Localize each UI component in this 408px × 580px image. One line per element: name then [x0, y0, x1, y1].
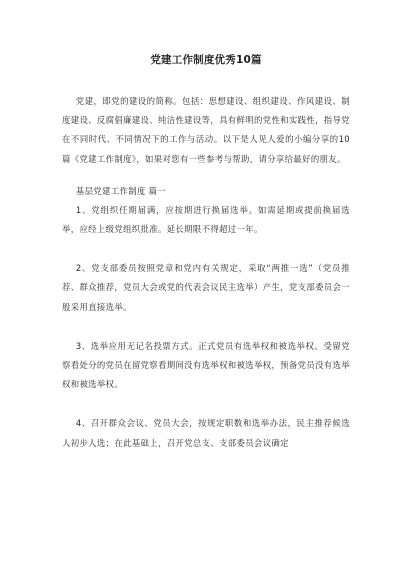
- list-item: 4、召开群众会议、党员大会，按规定职数和选举办法，民主推荐候选人初步人选；在此基础上，召开党总支、支部委员会议确定: [62, 418, 350, 448]
- spacer: [62, 169, 350, 182]
- list-item: 1、党组织任期届满，应按期进行换届选举。如需延期或提前换届选举，应经上级党组织批准。延长期限不得超过一年。: [62, 204, 350, 235]
- spacer: [62, 317, 350, 337]
- spacer: [62, 239, 350, 259]
- spacer: [62, 394, 350, 414]
- document-title: 党建工作制度优秀10篇: [150, 54, 262, 66]
- section-heading: 基层党建工作制度 篇一: [75, 185, 167, 196]
- list-item: 2、党支部委员按照党章和党内有关规定，采取“两推一选”（党员推荐、群众推荐，党员大会或党的代表会议民主选举）产生，党支部委员会一般采用直接选举。: [62, 263, 350, 312]
- list-item: 3、选举应用无记名投票方式。正式党员有选举权和被选举权。受留党察看处分的党员在留党察看期间没有选举权和被选举权，预备党员没有选举权和被选举权。: [62, 340, 350, 390]
- intro-paragraph: 党建，即党的建设的简称。包括：思想建设、组织建设、作风建设、制度建设、反腐倡廉建设、纯洁性建设等，具有鲜明的党性和实践性，指导党在不同时代、不同情况下的工作与活动。以下是人见人爱的小编分享的10篇《党建工作制度》，如果对您有一些参考与帮助，请分享给最好的朋友。: [62, 96, 350, 164]
